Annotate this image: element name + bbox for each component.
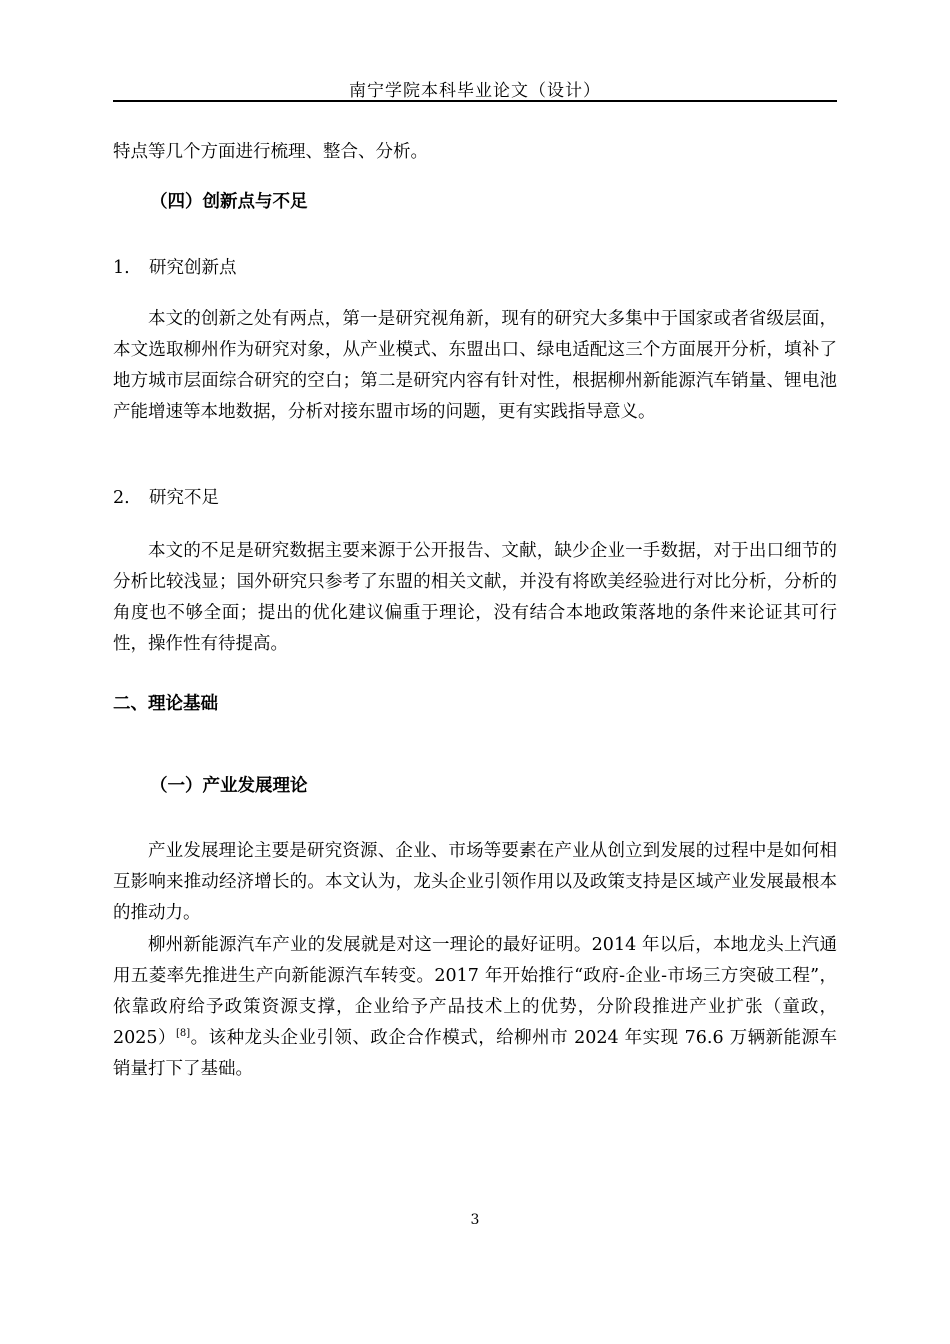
continuation-text: 特点等几个方面进行梳理、整合、分析。 — [113, 142, 428, 162]
liuzhou-paragraph-text-cont: 。该种龙头企业引领、政企合作模式，给柳州市 2024 年实现 76.6 万辆新能源车销量打下了基础。 — [113, 1028, 837, 1079]
liuzhou-paragraph — [113, 930, 837, 1085]
chapter-heading-theory: 二、理论基础 — [113, 694, 218, 714]
list-number: 2. — [113, 488, 130, 508]
citation-marker: [8] — [175, 1028, 191, 1040]
liuzhou-paragraph-text: 柳州新能源汽车产业的发展就是对这一理论的最好证明。2014 年以后，本地龙头上汽通用五菱率先推进生产向新能源汽车转变。2017 年开始推行“政府-企业-市场三方突破工程”，依靠政府给予政策资源支撑，企业给予产品技术上的优势，分阶段推进产业扩张（童政，2025） — [113, 935, 837, 1048]
shortcoming-paragraph: 本文的不足是研究数据主要来源于公开报告、文献，缺少企业一手数据，对于出口细节的分析比较浅显；国外研究只参考了东盟的相关文献，并没有将欧美经验进行对比分析，分析的角度也不够全面；提出的优化建议偏重于理论，没有结合本地政策落地的条件来论证其可行性，操作性有待提高。 — [113, 541, 837, 654]
list-number: 1. — [113, 258, 130, 278]
header-divider — [113, 100, 837, 102]
section-heading-innovation: （四）创新点与不足 — [150, 192, 308, 212]
section-heading-industry-theory: （一）产业发展理论 — [150, 776, 308, 796]
theory-paragraph: 产业发展理论主要是研究资源、企业、市场等要素在产业从创立到发展的过程中是如何相互影响来推动经济增长的。本文认为，龙头企业引领作用以及政策支持是区域产业发展最根本的推动力。 — [113, 841, 837, 923]
list-item-title: 研究创新点 — [149, 258, 237, 278]
page-number: 3 — [470, 1212, 480, 1228]
list-item-title: 研究不足 — [149, 488, 219, 508]
page-header: 南宁学院本科毕业论文（设计） — [349, 81, 601, 101]
list-item-shortcoming — [113, 486, 219, 510]
list-item-innovation — [113, 256, 237, 280]
innovation-paragraph: 本文的创新之处有两点，第一是研究视角新，现有的研究大多集中于国家或者省级层面，本文选取柳州作为研究对象，从产业模式、东盟出口、绿电适配这三个方面展开分析，填补了地方城市层面综合研究的空白；第二是研究内容有针对性，根据柳州新能源汽车销量、锂电池产能增速等本地数据，分析对接东盟市场的问题，更有实践指导意义。 — [113, 309, 837, 422]
